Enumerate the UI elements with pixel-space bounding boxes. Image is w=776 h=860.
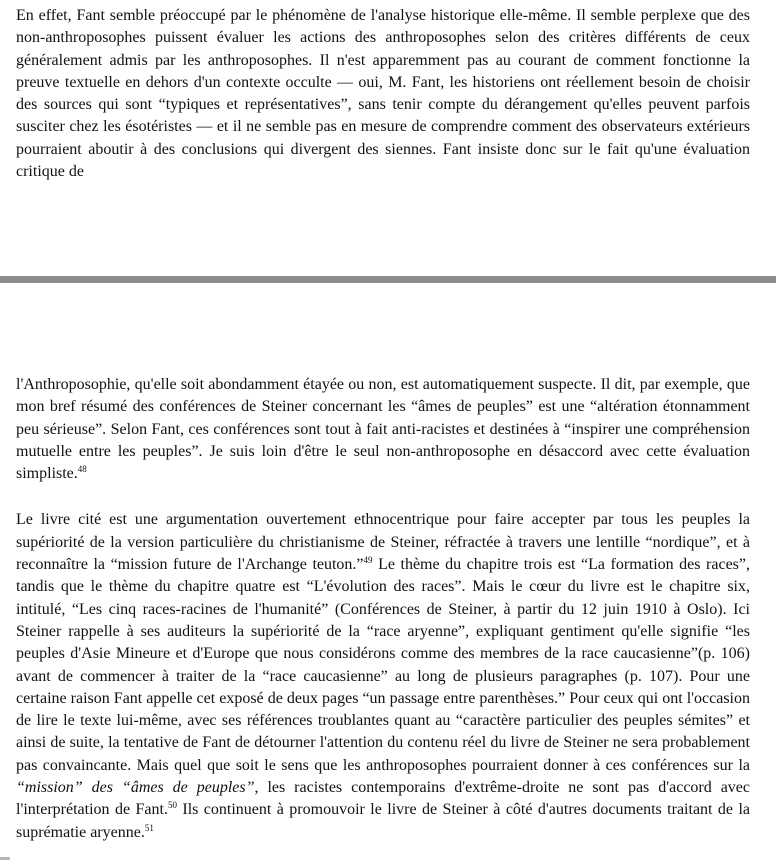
- paragraph-2-italic: “mission” des “âmes de peuples”: [16, 779, 255, 797]
- paragraph-1-text: l'Anthroposophie, qu'elle soit abondamment étayée ou non, est automatiquement suspecte. Il dit, par exemple, que mon bref résumé des conférences de Steiner concernant les “âmes de peuples” est une “altération étonnamment peu sérieuse”. Selon Fant, ces conférences sont tout à fait anti-racistes et destinées à “inspirer une compréhension mutuelle entre les peuples”. Je suis loin d'être le seul non-anthroposophe en désaccord avec cette évaluation simpliste.: [16, 376, 750, 483]
- top-paragraph: En effet, Fant semble préoccupé par le phénomène de l'analyse historique elle-même. Il semble perplexe que des non-anthroposophes puissent évaluer les actions des anthroposophes selon des critères différents de ceux généralement admis par les anthroposophes. Il n'est apparemment pas au courant de comment fonctionne la preuve textuelle en dehors d'un contexte occulte — oui, M. Fant, les historiens ont réellement besoin de choisir des sources qui sont “typiques et représentatives”, sans tenir compte du dérangement qu'elles peuvent parfois susciter chez les ésotéristes — et il ne semble pas en mesure de comprendre comment des observateurs extérieurs pourraient aboutir à des conclusions qui divergent des siennes. Fant insiste donc sur le fait qu'une évaluation critique de: [16, 7, 750, 181]
- paragraph-2-text-a: Le livre cité est une argumentation ouvertement ethnocentrique pour faire accepter par tous les peuples la supériorité de la version particulière du christianisme de Steiner, réfractée à travers une lentille “nordique”, et à reconnaître la “mission future de l'Archange teuton.”: [16, 511, 750, 574]
- footnote-ref-51[interactable]: 51: [144, 822, 154, 833]
- paragraph-gap: [16, 485, 750, 509]
- bottom-page: [16, 374, 750, 844]
- paragraph-1: [16, 374, 750, 485]
- paragraph-2: [16, 509, 750, 843]
- paragraph-2-text-c: , les racistes contemporains d'extrême-droite ne sont pas d'accord avec l'interprétation de Fant.: [16, 779, 750, 819]
- top-page: [16, 5, 750, 183]
- page-separator: [0, 276, 776, 283]
- footnote-ref-48[interactable]: 48: [77, 464, 87, 475]
- paragraph-2-text-d: Ils continuent à promouvoir le livre de Steiner à côté d'autres documents traitant de la suprématie aryenne.: [16, 801, 751, 841]
- footnote-ref-50[interactable]: 50: [167, 800, 177, 811]
- paragraph-2-text-b: Le thème du chapitre trois est “La formation des races”, tandis que le thème du chapitre quatre est “L'évolution des races”. Mais le cœur du livre est le chapitre six, intitulé, “Les cinq races-racines de l'humanité” (Conférences de Steiner, à partir du 12 juin 1910 à Oslo). Ici Steiner rappelle à ses auditeurs la supériorité de la “race aryenne”, expliquant gentiment qu'elle signifie “les peuples d'Asie Mineure et d'Europe que nous considérons comme des membres de la race caucasienne”(p. 106) avant de commencer à traiter de la “race caucasienne” au long de plusieurs paragraphes (p. 107). Pour une certaine raison Fant appelle cet exposé de deux pages “un passage entre parenthèses.” Pour ceux qui ont l'occasion de lire le texte lui-même, avec ses références troublantes quant au “caractère particulier des peuples sémites” et ainsi de suite, la tentative de Fant de détourner l'attention du contenu réel du livre de Steiner ne sera probablement pas convaincante. Mais quel que soit le sens que les anthroposophes pourraient donner à ces conférences sur la: [16, 556, 750, 774]
- footnote-ref-49[interactable]: 49: [363, 555, 373, 566]
